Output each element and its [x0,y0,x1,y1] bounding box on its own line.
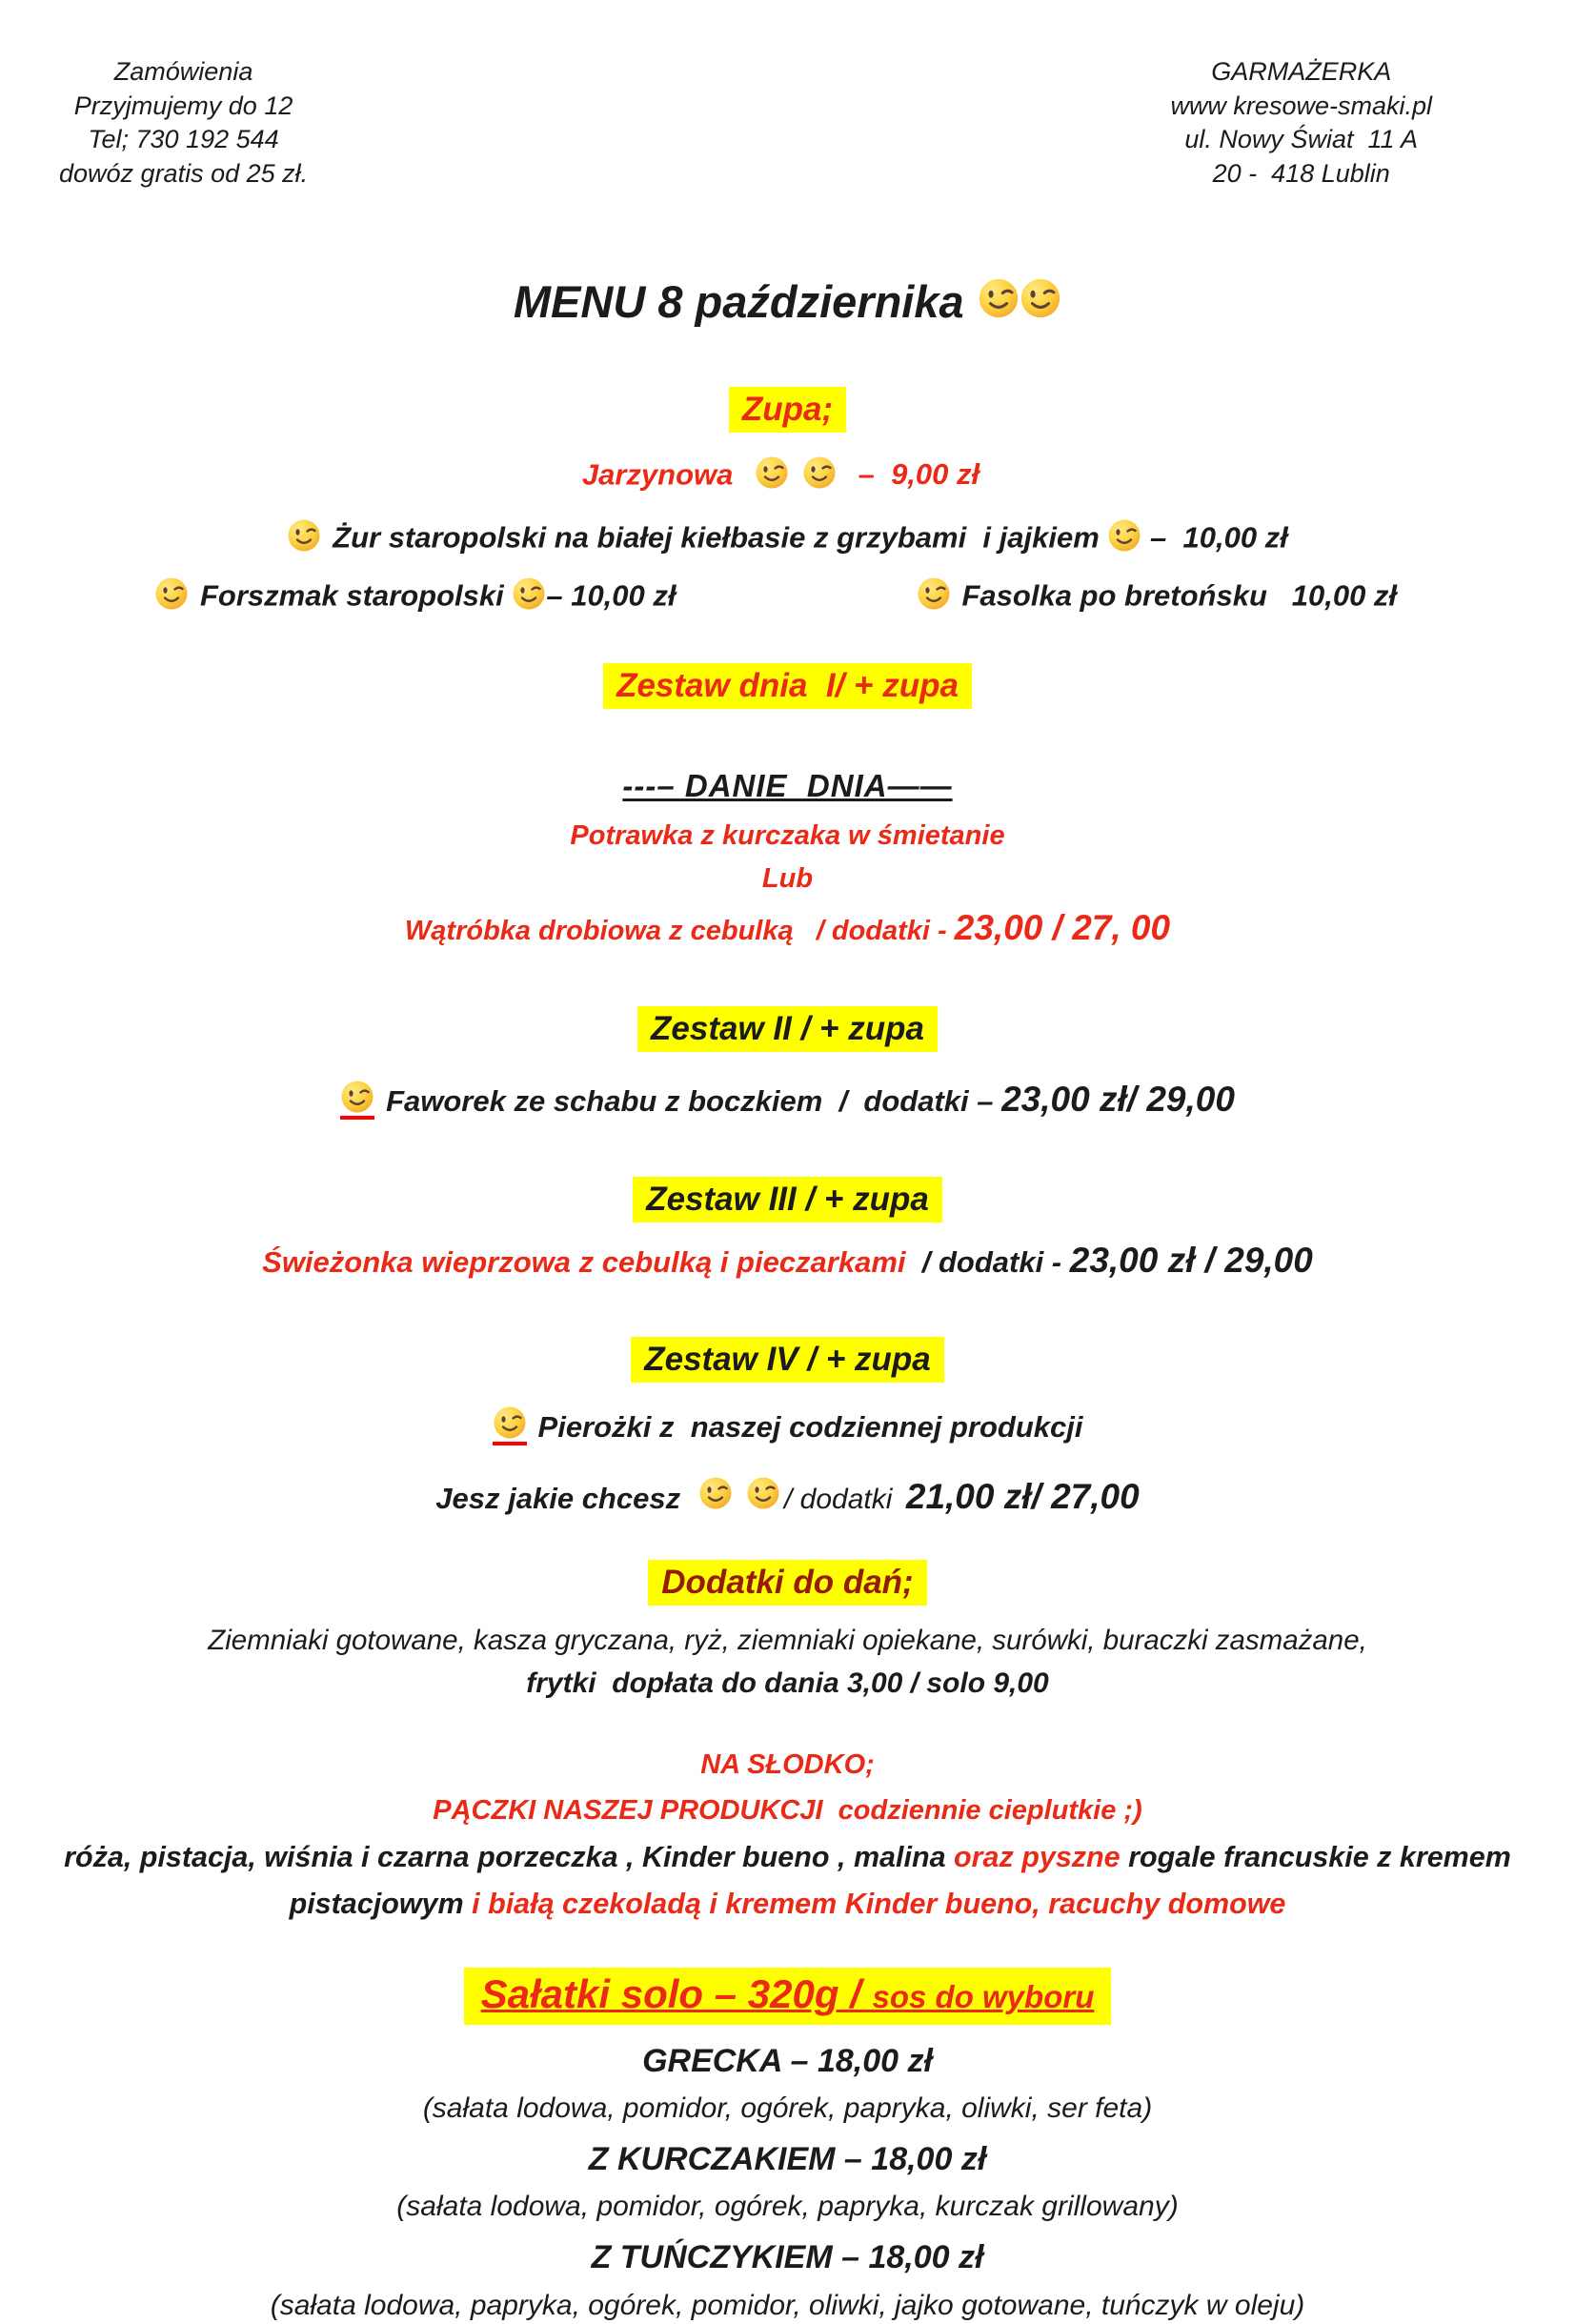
soup-jarzynowa [0,455,1575,495]
orders-label: Zamówienia [113,57,253,86]
sweets-paczki-line: PĄCZKI NASZEJ PRODUKCJI codziennie cieplutkie ;) [433,1794,1142,1826]
dish-price: 23,00 zł/ 29,00 [1001,1080,1235,1120]
dish-name: Faworek ze schabu z boczkiem / dodatki – [386,1084,1002,1119]
flavors-black-text: pistacjowym [289,1888,473,1921]
zestaw3-heading-row [0,1177,1575,1223]
zestaw2-heading: Zestaw II / + zupa [637,1006,938,1052]
salads-heading-main: Sałatki solo – 320g / [480,1970,873,2016]
dish-price: 21,00 zł/ 27,00 [905,1476,1140,1516]
salads-heading [464,1968,1112,2025]
winking-face-emoji-icon [1020,277,1061,319]
zestaw4-price-line [0,1474,1575,1520]
header [0,55,1575,192]
winking-face-emoji-icon [512,576,546,611]
zestaw1-heading: Zestaw dnia I/ + zupa [603,663,972,709]
dodatki-list: Ziemniaki gotowane, kasza gryczana, ryż, ziemniaki opiekane, surówki, buraczki zasmażane, [208,1624,1367,1656]
zestaw4-heading-row [0,1337,1575,1383]
zestaw4-item [0,1405,1575,1446]
zestaw2-heading-row [0,1006,1575,1052]
sweets-flavors-line2 [0,1886,1575,1924]
soup-name: Żur staropolski na białej kiełbasie z grzybami i jajkiem [333,520,1100,555]
salad-description: (sałata lodowa, pomidor, ogórek, papryka, oliwki, ser feta) [422,2092,1153,2125]
winking-face-emoji-icon [493,1405,527,1445]
salad-description: (sałata lodowa, papryka, ogórek, pomidor, oliwki, jajko gotowane, tuńczyk w oleju) [270,2289,1305,2321]
dish-name: Pierożki z naszej codziennej produkcji [537,1410,1083,1445]
salad-description: (sałata lodowa, pomidor, ogórek, papryka, kurczak grillowany) [396,2191,1179,2223]
winking-face-emoji-icon [978,277,1020,319]
zestaw2-item [0,1077,1575,1122]
flavors-red-text: i białą czekoladą i kremem Kinder bueno, racuchy domowe [472,1888,1286,1921]
header-right [1170,55,1432,192]
winking-face-emoji-icon [802,455,837,490]
soup-price: – 10,00 zł [546,578,676,613]
sweets-heading: NA SŁODKO; [700,1749,875,1781]
salad-name: Z TUŃCZYKIEM – 18,00 zł [591,2239,984,2276]
zestaw1-heading-row [0,663,1575,709]
soups-heading: Zupa; [729,387,846,433]
soup-name: Jarzynowa [581,457,734,492]
winking-face-emoji-icon [340,1080,374,1120]
danie-dnia-label: ---– DANIE DNIA—— [622,767,953,803]
addons-label: / dodatki [784,1483,893,1515]
street-address: ul. Nowy Świat 11 A [1184,125,1419,154]
soup-zur [0,518,1575,557]
zestaw3-item [0,1238,1575,1283]
soup-name-and-price: Fasolka po bretońsku 10,00 zł [961,578,1398,613]
flavors-black-text: róża, pistacja, wiśnia i czarna porzeczka , Kinder bueno , malina [64,1840,955,1873]
danie-dnia-option1: Potrawka z kurczaka w śmietanie [570,819,1005,851]
winking-face-emoji-icon [755,455,789,490]
flavors-red-text: oraz pyszne [954,1840,1129,1873]
free-delivery-label: dowóz gratis od 25 zł. [59,158,309,188]
danie-dnia-option2 [0,905,1575,951]
salads-heading-row [0,1968,1575,2025]
dodatki-heading-row [0,1560,1575,1606]
soup-forszmak [154,576,676,613]
soup-price: – 9,00 zł [858,457,980,492]
winking-face-emoji-icon [698,1476,733,1510]
soups-heading-row [0,387,1575,433]
orders-until-label: Przyjmujemy do 12 [73,91,293,120]
dodatki-heading: Dodatki do dań; [648,1560,926,1606]
website-url: www kresowe-smaki.pl [1170,91,1432,120]
salad-name: Z KURCZAKIEM – 18,00 zł [588,2141,987,2178]
winking-face-emoji-icon [917,576,951,611]
flavors-black-text2: rogale francuskie z kremem [1128,1840,1511,1873]
header-left [59,55,308,192]
dish-price: 23,00 zł / 29,00 [1069,1240,1313,1280]
dish-name: Świeżonka wieprzowa z cebulką i pieczarkami [262,1244,906,1279]
zestaw4-heading: Zestaw IV / + zupa [631,1337,944,1383]
page-title-row [0,275,1575,328]
phone-number: Tel; 730 192 544 [88,125,279,154]
winking-face-emoji-icon [1107,518,1141,553]
city-address: 20 - 418 Lublin [1212,158,1390,188]
soup-price: – 10,00 zł [1150,520,1288,555]
zestaw3-heading: Zestaw III / + zupa [633,1177,942,1223]
winking-face-emoji-icon [746,1476,780,1510]
winking-face-emoji-icon [154,576,189,611]
soups-row [0,576,1575,613]
salad-name: GRECKA – 18,00 zł [642,2043,933,2080]
dish-price: 23,00 / 27, 00 [954,908,1171,948]
salads-heading-sub: sos do wyboru [872,1978,1095,2014]
dish-name: Wątróbka drobiowa z cebulką / dodatki - [404,916,955,947]
dodatki-fries-price: frytki dopłata do dania 3,00 / solo 9,00 [526,1667,1049,1700]
sweets-flavors-line [0,1839,1575,1877]
page-title: MENU 8 października [513,275,964,327]
business-name: GARMAŻERKA [1211,57,1392,86]
choose-any-label: Jesz jakie chcesz [435,1481,681,1515]
danie-dnia-or-label: Lub [761,863,814,895]
winking-face-emoji-icon [287,518,321,553]
soup-fasolka [917,576,1398,613]
soup-name: Forszmak staropolski [200,578,513,613]
dish-addons-label: / dodatki - [905,1244,1070,1279]
